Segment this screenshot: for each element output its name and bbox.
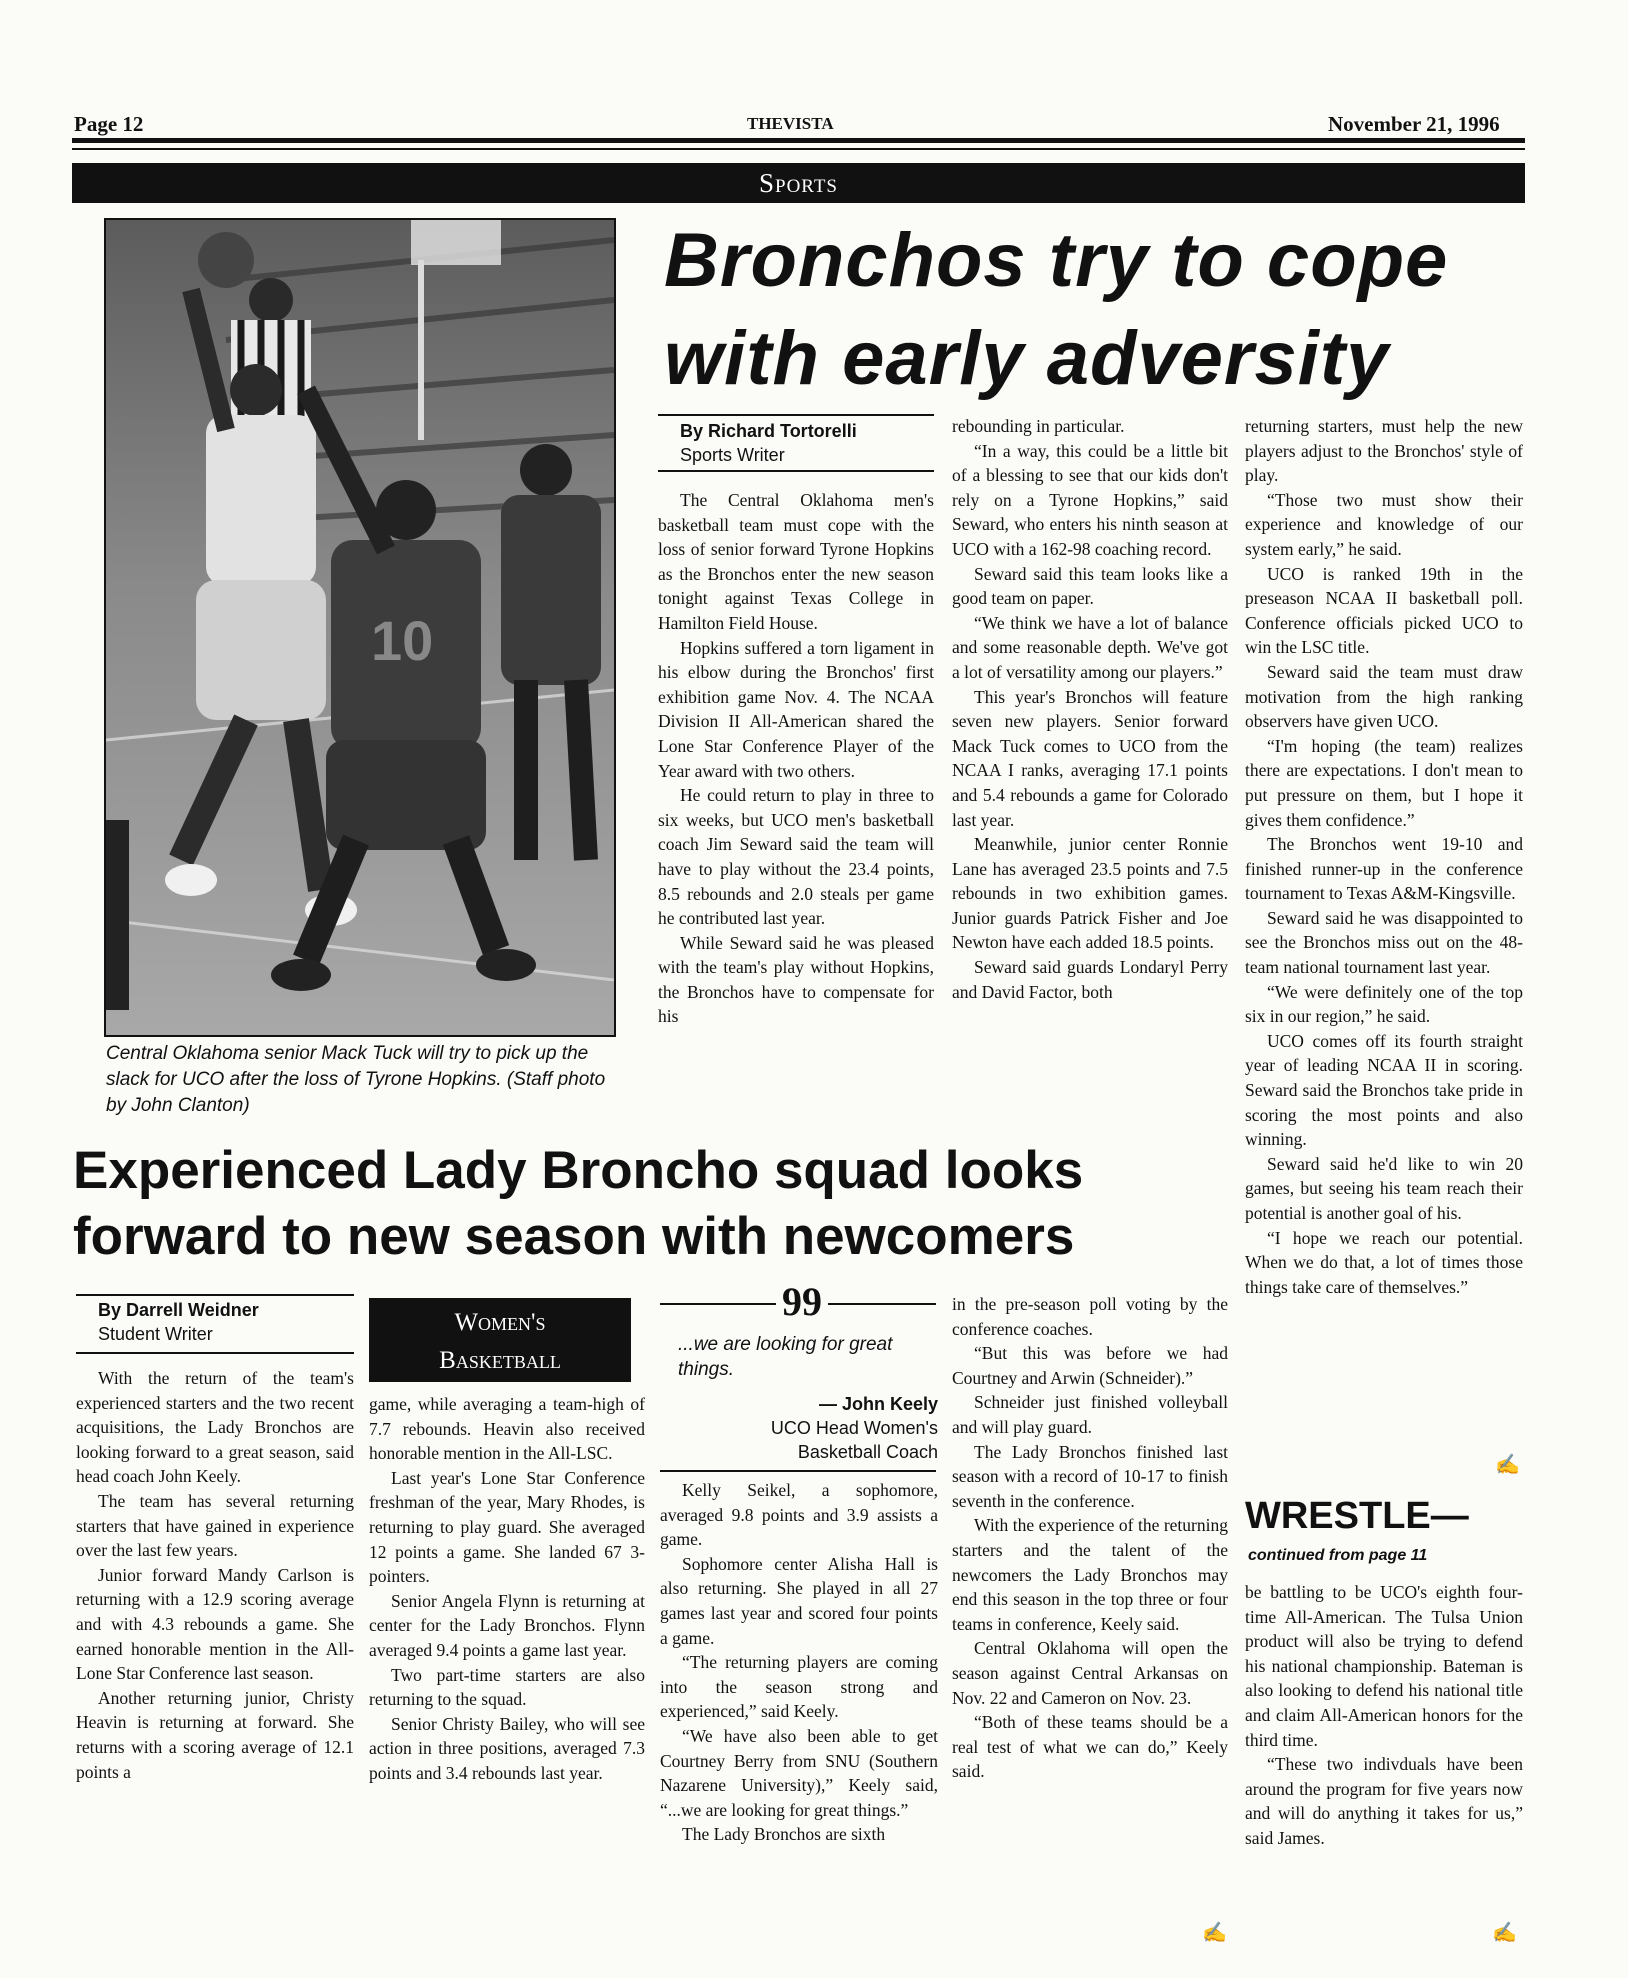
end-mark-icon: ✍ [1492,1922,1517,1944]
story2-byline [98,1298,259,1346]
quote-mark-icon: 99 [776,1282,828,1322]
paragraph: UCO comes off its fourth straight year of leading NCAA II in scoring. Seward said the Bronchos take pride in scoring the most points and also winning. [1245,1030,1523,1150]
story1-headline-line1: Bronchos try to cope [664,218,1449,303]
basketball-photo [104,218,616,1037]
pull-quote-text: ...we are looking for great things. [678,1334,893,1380]
jersey-number: 10 [371,609,434,672]
paragraph: in the pre-season poll voting by the conference coaches. [952,1294,1228,1339]
paragraph: The team has several returning starters that have gained in experience over the last few years. [76,1490,354,1561]
paragraph: Sophomore center Alisha Hall is also returning. She played in all 27 games last year and scored four points a game. [660,1553,938,1648]
paragraph: Kelly Seikel, a sophomore, averaged 9.8 points and 3.9 assists a game. [660,1480,938,1550]
paragraph: Schneider just finished volleyball and will play guard. [952,1392,1228,1437]
paragraph: “But this was before we had Courtney and Arwin (Schneider).” [952,1343,1228,1388]
paragraph: Seward said the team must draw motivation from the high ranking observers have given UCO. [1245,661,1523,732]
pull-quote [660,1332,938,1464]
story2-headline-line2: forward to new season with newcomers [73,1207,1075,1266]
wrestle-column [1245,1580,1523,1851]
paragraph: “Both of these teams should be a real test of what we can do,” Keely said. [952,1712,1228,1782]
story1-column-2 [952,414,1228,1004]
paragraph: Meanwhile, junior center Ronnie Lane has averaged 23.5 points and 7.5 rebounds in two exhibition games. Junior guards Patrick Fisher and Joe Newton have each added 18.5 points. [952,834,1228,953]
paragraph: “I'm hoping (the team) realizes there are expectations. I don't mean to put pressure on them, but I hope it gives them confidence.” [1245,735,1523,830]
byline-rule-bottom [658,470,934,472]
story1-byline-title: Sports Writer [680,445,785,465]
pull-quote-title1: UCO Head Women's [770,1418,938,1438]
end-mark-icon: ✍ [1202,1922,1227,1944]
paragraph: The Bronchos went 19-10 and finished runner-up in the conference tournament to Texas A&M-Kingsville. [1245,834,1523,904]
paragraph: Seward said he was disappointed to see the Bronchos miss out on the 48-team national tournament last year. [1245,907,1523,978]
paragraph: Two part-time starters are also returning to the squad. [369,1664,645,1710]
section-box-womens-basketball [369,1298,631,1382]
story2-headline [73,1138,1253,1270]
paper-name: THEVISTA [747,114,834,133]
masthead-rule-thin [72,148,1525,150]
page-number: Page 12 [74,112,144,136]
paragraph: “We have also been able to get Courtney Berry from SNU (Southern Nazarene University),” Keely said, “...we are looking for great things.” [660,1725,938,1820]
paragraph: be battling to be UCO's eighth four-time All-American. The Tulsa Union product will also be trying to defend his national championship. Bateman is also looking to defend his national title and claim All-American honors for the third time. [1245,1582,1523,1750]
byline-rule-top [76,1294,354,1296]
continued-label: continued from page 11 [1248,1547,1428,1564]
paragraph: Senior Angela Flynn is returning at center for the Lady Bronchos. Flynn averaged 9.4 points a game last year. [369,1590,645,1660]
paragraph: UCO is ranked 19th in the preseason NCAA II basketball poll. Conference officials picked UCO to win the LSC title. [1245,563,1523,658]
story2-byline-title: Student Writer [98,1324,213,1344]
paragraph: Another returning junior, Christy Heavin is returning at forward. She returns with a scoring average of 12.1 points a [76,1687,354,1782]
story2-headline-line1: Experienced Lady Broncho squad looks [73,1141,1084,1200]
pull-quote-name: — John Keely [818,1394,938,1414]
paragraph: With the return of the team's experienced starters and the two recent acquisitions, the Lady Bronchos are looking forward to a great season, said head coach John Keely. [76,1368,354,1487]
paragraph: This year's Bronchos will feature seven new players. Senior forward Mack Tuck comes to UCO from the NCAA I ranks, averaging 17.1 points and 5.4 rebounds a game for Colorado last year. [952,686,1228,830]
paragraph: Junior forward Mandy Carlson is returning with a 12.9 scoring average and with 4.3 rebounds a game. She earned honorable mention in the All-Lone Star Conference last season. [76,1564,354,1684]
paragraph: rebounding in particular. [952,416,1125,436]
story1-column-1 [658,488,934,1029]
photo-caption: Central Oklahoma senior Mack Tuck will try to pick up the slack for UCO after the loss of Tyrone Hopkins. (Staff photo by John Clanton) [106,1043,606,1116]
wrestle-heading: WRESTLE— [1245,1495,1469,1537]
section-banner: Sports [72,163,1525,203]
byline-rule-top [658,414,934,416]
story2-column-4 [952,1292,1228,1784]
pull-quote-attribution [660,1392,938,1464]
story2-column-2 [369,1392,645,1786]
paragraph: Senior Christy Bailey, who will see action in three positions, averaged 7.3 points and 3.4 rebounds last year. [369,1713,645,1783]
paragraph: Seward said he'd like to win 20 games, but seeing his team reach their potential is another goal of his. [1245,1153,1523,1223]
paragraph: “In a way, this could be a little bit of a blessing to see that our kids don't rely on a Tyrone Hopkins,” said Seward, who enters his ninth season at UCO with a 162-98 coaching record. [952,440,1228,559]
paragraph: Seward said guards Londaryl Perry and David Factor, both [952,957,1228,1002]
story2-byline-name: By Darrell Weidner [98,1300,259,1320]
story2-column-3 [660,1478,938,1847]
story2-column-1 [76,1366,354,1784]
paragraph: Central Oklahoma will open the season against Central Arkansas on Nov. 22 and Cameron on Nov. 23. [952,1638,1228,1708]
end-mark-icon: ✍ [1495,1454,1520,1476]
paragraph: The Lady Bronchos are sixth [682,1824,886,1845]
paragraph: Seward said this team looks like a good team on paper. [952,563,1228,609]
paragraph: Hopkins suffered a torn ligament in his elbow during the Bronchos' first exhibition game Nov. 4. The NCAA Division II All-American shared the Lone Star Conference Player of the Year award with two others. [658,637,934,781]
masthead-rule [72,138,1525,143]
byline-rule-bottom [76,1352,354,1354]
photo-illustration [106,220,614,1035]
issue-date: November 21, 1996 [1328,112,1500,136]
pull-quote-title2: Basketball Coach [797,1442,938,1462]
story1-column-3 [1245,414,1523,1299]
paragraph: game, while averaging a team-high of 7.7 rebounds. Heavin also received honorable mention in the All-LSC. [369,1394,645,1464]
story1-byline-name: By Richard Tortorelli [680,421,857,441]
paragraph: The Central Oklahoma men's basketball team must cope with the loss of senior forward Tyrone Hopkins as the Bronchos enter the new season tonight against Texas College in Hamilton Field House. [658,490,934,633]
paragraph: “These two indivduals have been around the program for five years now and will do anything it takes for us,” said James. [1245,1754,1523,1848]
paragraph: He could return to play in three to six weeks, but UCO men's basketball coach Jim Seward said the team will have to play without the 23.4 points, 8.5 rebounds and 2.0 steals per game he contributed last year. [658,785,934,929]
paragraph: “We think we have a lot of balance and some reasonable depth. We've got a lot of versatility among our players.” [952,612,1228,682]
story1-headline [664,212,1544,408]
paragraph: Last year's Lone Star Conference freshman of the year, Mary Rhodes, is returning to play guard. She averaged 12 points a game. She landed 67 3-pointers. [369,1467,645,1587]
paragraph: The Lady Bronchos finished last season with a record of 10-17 to finish seventh in the conference. [952,1441,1228,1511]
paragraph: With the experience of the returning starters and the talent of the newcomers the Lady Bronchos may end this season in the top three or four teams in conference, Keely said. [952,1515,1228,1634]
paragraph: “Those two must show their experience and knowledge of our system early,” he said. [1245,489,1523,559]
paragraph: returning starters, must help the new players adjust to the Bronchos' style of play. [1245,416,1523,486]
paragraph: “The returning players are coming into the season strong and experienced,” said Keely. [660,1652,938,1722]
section-box-line1: Women's [454,1309,546,1336]
story1-headline-line2: with early adversity [664,316,1390,401]
paragraph: “I hope we reach our potential. When we do that, a lot of times those things take care of themselves.” [1245,1227,1523,1297]
paragraph: “We were definitely one of the top six in our region,” he said. [1245,981,1523,1027]
paragraph: While Seward said he was pleased with the team's play without Hopkins, the Bronchos have to compensate for his [658,932,934,1027]
story1-byline [680,419,857,467]
pull-quote-rule-bottom [660,1470,936,1472]
section-box-line2: Basketball [439,1347,561,1374]
